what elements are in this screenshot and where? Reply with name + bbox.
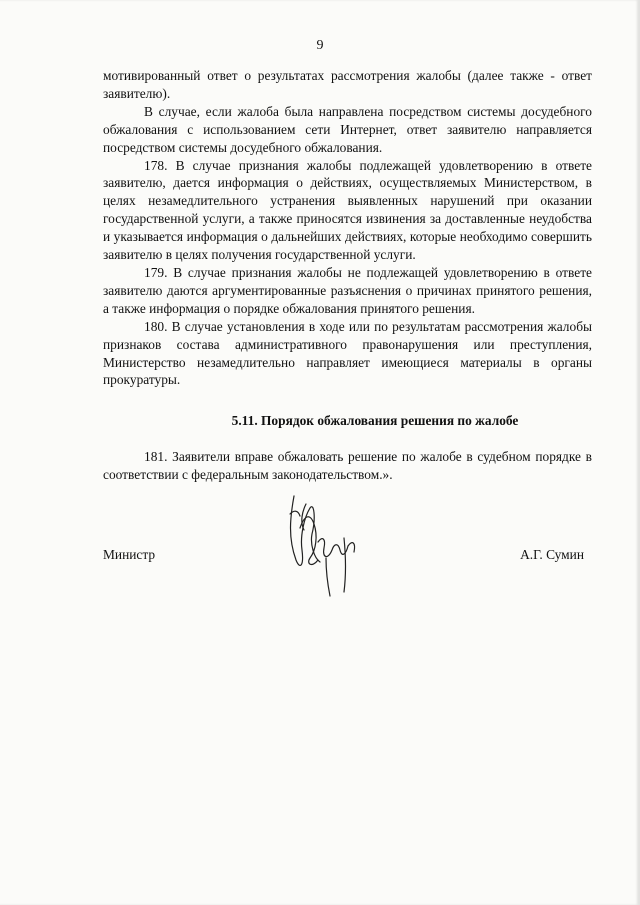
signatory-name: А.Г. Сумин (520, 547, 584, 562)
paragraph-179: 179. В случае признания жалобы не подлежащей удовлетворению в ответе заявителю даются аргументированные разъяснения о причинах принятого решения, а также информация о порядке обжалования принятого решения. (103, 264, 592, 316)
paragraph-180: 180. В случае установления в ходе или по результатам рассмотрения жалобы признаков состава административного правонарушения или преступления, Министерство незамедлительно направляет имеющиеся материалы в органы прокуратуры. (103, 318, 592, 388)
paragraph-internet-appeal: В случае, если жалоба была направлена посредством системы досудебного обжалования с использованием сети Интернет, ответ заявителю направляется посредством системы досудебного обжалования. (103, 103, 592, 155)
signature-row (103, 547, 584, 567)
document-body (103, 67, 592, 484)
signatory-position: Министр (103, 547, 156, 562)
paragraph-181: 181. Заявители вправе обжаловать решение по жалобе в судебном порядке в соответствии с федеральным законодательством.». (103, 449, 592, 483)
page-number: 9 (316, 38, 324, 53)
section-heading: 5.11. Порядок обжалования решения по жалобе (231, 413, 519, 429)
paragraph-178: 178. В случае признания жалобы подлежащей удовлетворению в ответе заявителю, дается информация о действиях, осуществляемых Министерством, в целях незамедлительного устранения выявленных нарушений при оказании государственной услуги, а также приносятся извинения за доставленные неудобства и указывается информация о дальнейших действиях, которые необходимо совершить заявителю в целях получения государственной услуги. (103, 157, 592, 263)
paragraph-continuation: мотивированный ответ о результатах рассмотрения жалобы (далее также - ответ заявителю). (103, 68, 592, 101)
signature-image (260, 488, 380, 603)
